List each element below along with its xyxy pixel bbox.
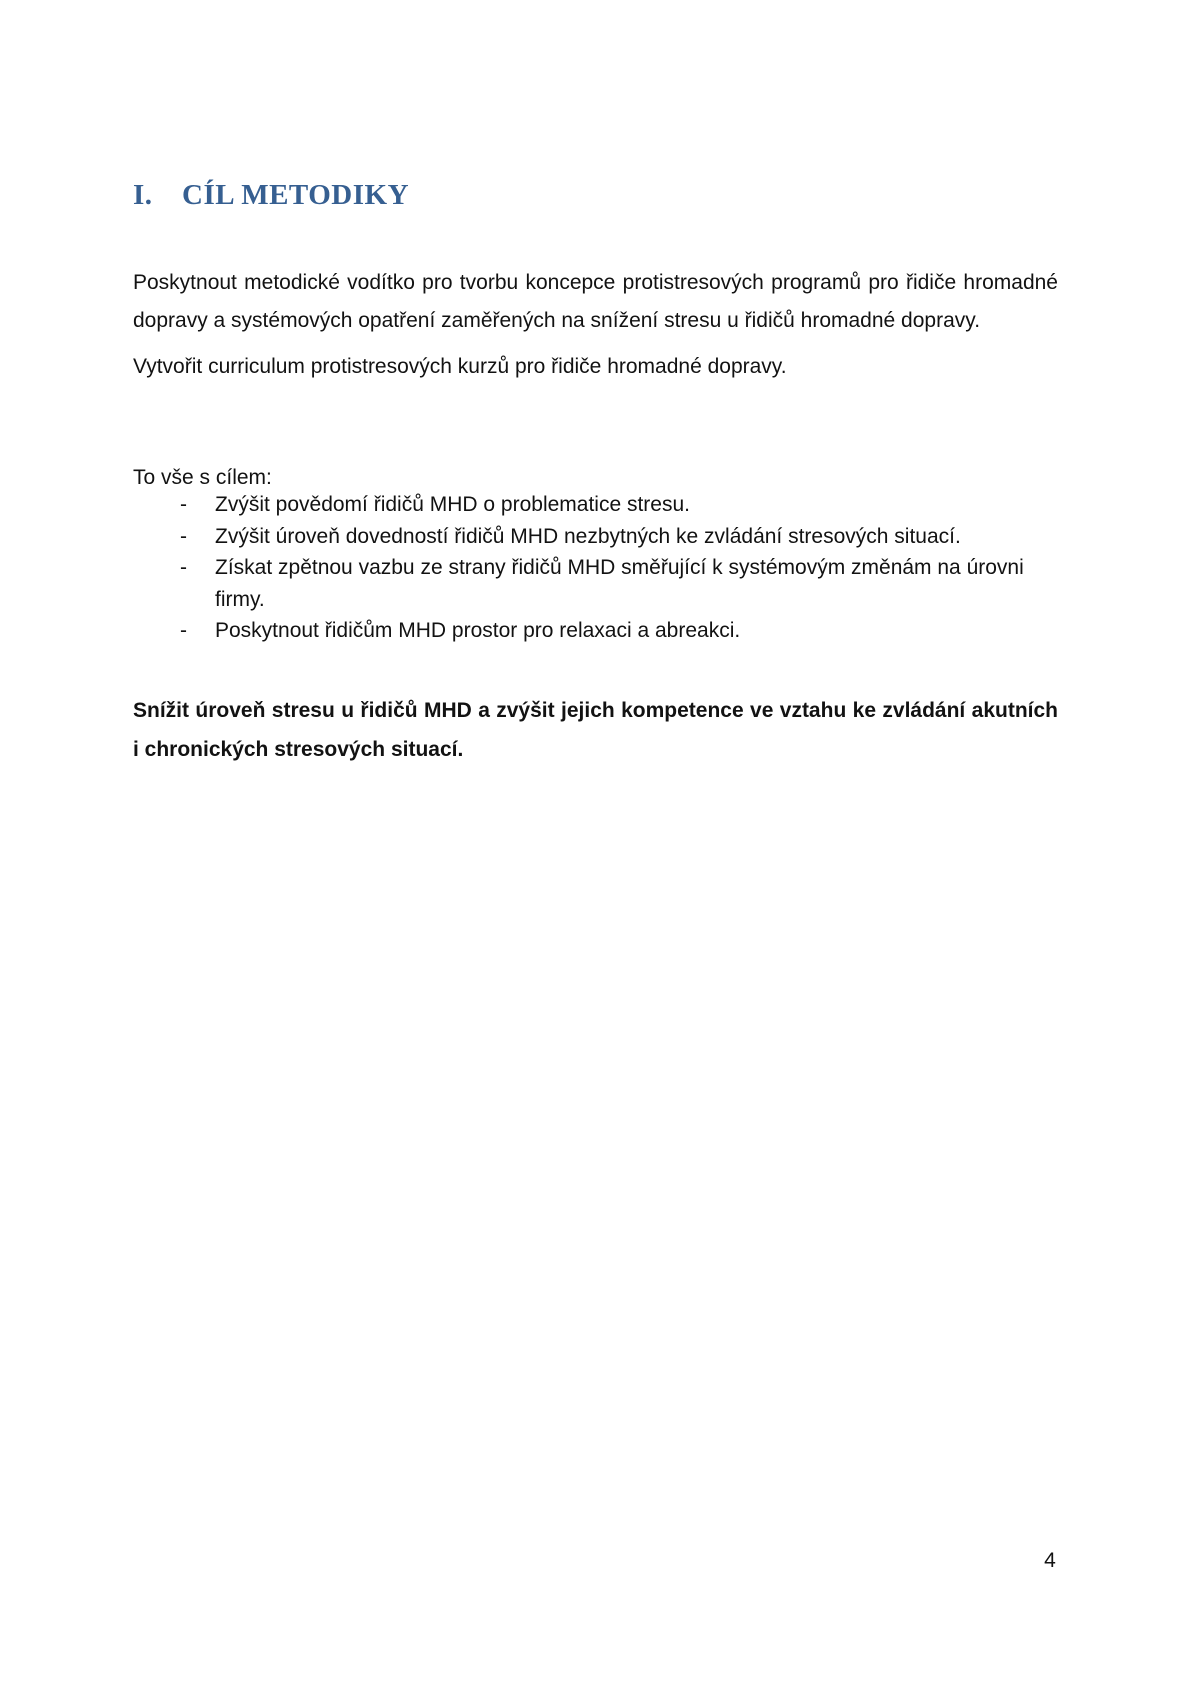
paragraph-objective-curriculum: Vytvořit curriculum protistresových kurzů pro řidiče hromadné dopravy. (133, 355, 787, 378)
list-item (133, 552, 1058, 615)
paragraph-main-goal-bold: Snížit úroveň stresu u řidičů MHD a zvýšit jejich kompetence ve vztahu ke zvládání akutních i chronických stresových situací. (133, 699, 1058, 761)
list-item-text: Získat zpětnou vazbu ze strany řidičů MHD směřující k systémovým změnám na úrovni firmy. (215, 556, 1024, 611)
list-item (133, 521, 1058, 553)
paragraph-goal-intro: To vše s cílem: (133, 466, 272, 489)
list-bullet-dash: - (180, 619, 187, 642)
list-bullet-dash: - (180, 524, 187, 548)
section-heading-title: CÍL METODIKY (182, 179, 410, 212)
paragraph-objective-programs: Poskytnout metodické vodítko pro tvorbu koncepce protistresových programů pro řidiče hromadné dopravy a systémových opatření zaměřených na snížení stresu u řidičů hromadné dopravy. (133, 271, 1058, 332)
goal-list (133, 489, 1058, 647)
list-item-text: Zvýšit úroveň dovedností řidičů MHD nezbytných ke zvládání stresových situací. (215, 524, 961, 548)
section-heading-numeral: I. (133, 179, 153, 212)
list-item (133, 615, 1058, 647)
list-bullet-dash: - (180, 556, 187, 579)
section-heading (133, 179, 409, 212)
list-item (133, 489, 1058, 521)
list-item-text: Poskytnout řidičům MHD prostor pro relaxaci a abreakci. (215, 619, 741, 642)
list-item-text: Zvýšit povědomí řidičů MHD o problematice stresu. (215, 493, 690, 516)
page-number: 4 (1044, 1549, 1056, 1572)
list-bullet-dash: - (180, 493, 187, 516)
